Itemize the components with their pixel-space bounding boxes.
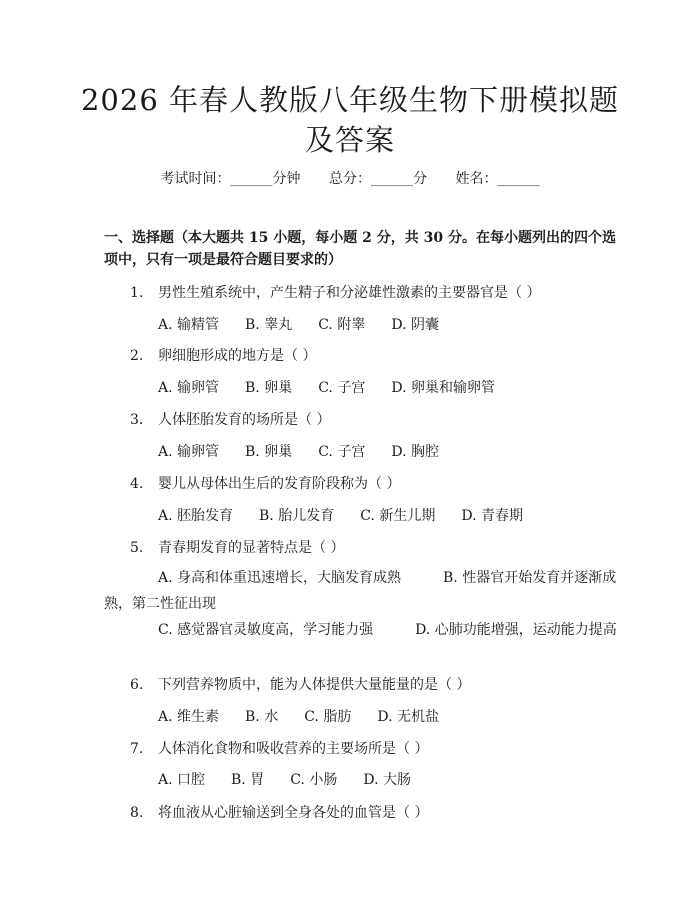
option: A. 胚胎发育 — [158, 508, 234, 524]
option: C. 附睾 — [318, 317, 366, 333]
question-5-options-ab: A. 身高和体重迅速增长，大脑发育成熟 B. 性器官开始发育并逐渐成熟，第二性征出现 — [104, 570, 617, 612]
student-name-field: 姓名：______ — [455, 171, 540, 187]
question-1-options — [158, 314, 465, 334]
option: D. 阴囊 — [391, 317, 439, 333]
question-number: 7. — [130, 741, 144, 757]
option: B. 胎儿发育 — [259, 508, 335, 524]
question-4 — [130, 473, 400, 493]
option: C. 子宫 — [318, 444, 366, 460]
question-number: 3. — [130, 412, 144, 428]
question-5 — [130, 537, 344, 557]
question-text: 将血液从心脏输送到全身各处的血管是（ ） — [158, 805, 429, 821]
question-number: 1. — [130, 285, 144, 301]
option: A. 维生素 — [158, 709, 220, 725]
question-text: 人体消化食物和吸收营养的主要场所是（ ） — [158, 741, 429, 757]
total-score-field: 总分：______分 — [329, 171, 427, 187]
option: D. 无机盐 — [377, 709, 439, 725]
question-number: 4. — [130, 476, 144, 492]
question-text: 婴儿从母体出生后的发育阶段称为（ ） — [158, 476, 401, 492]
option: A. 输卵管 — [158, 380, 220, 396]
question-7-options — [158, 769, 437, 789]
option: C. 子宫 — [318, 380, 366, 396]
question-text: 下列营养物质中，能为人体提供大量能量的是（ ） — [158, 677, 471, 693]
option: C. 脂肪 — [304, 709, 352, 725]
option: A. 口腔 — [158, 772, 206, 788]
question-number: 2. — [130, 348, 144, 364]
question-3 — [130, 409, 330, 429]
question-1 — [130, 282, 540, 302]
option: D. 卵巢和输卵管 — [391, 380, 495, 396]
question-text: 人体胚胎发育的场所是（ ） — [158, 412, 331, 428]
option: D. 大肠 — [363, 772, 411, 788]
exam-info — [0, 168, 700, 188]
question-text: 男性生殖系统中，产生精子和分泌雄性激素的主要器官是（ ） — [158, 285, 541, 301]
option: A. 输精管 — [158, 317, 220, 333]
option: C. 小肠 — [290, 772, 338, 788]
option: B. 卵巢 — [245, 444, 293, 460]
document-title: 2026 年春人教版八年级生物下册模拟题及答案 — [80, 83, 620, 157]
question-text: 卵细胞形成的地方是（ ） — [158, 348, 317, 364]
exam-time-field: 考试时间：______分钟 — [160, 171, 301, 187]
option: C. 新生儿期 — [360, 508, 436, 524]
option: B. 胃 — [231, 772, 265, 788]
section-heading: 一、选择题（本大题共 15 小题，每小题 2 分，共 30 分。在每小题列出的四个选项中，只有一项是最符合题目要求的） — [104, 230, 616, 268]
question-2-options — [158, 377, 521, 397]
option: D. 胸腔 — [391, 444, 439, 460]
question-7 — [130, 738, 428, 758]
question-number: 5. — [130, 540, 144, 556]
question-6-options — [158, 706, 465, 726]
question-3-options — [158, 441, 465, 461]
option: B. 卵巢 — [245, 380, 293, 396]
question-text: 青春期发育的显著特点是（ ） — [158, 540, 345, 556]
option: B. 水 — [245, 709, 279, 725]
option: A. 输卵管 — [158, 444, 220, 460]
question-5-options-cd: C. 感觉器官灵敏度高，学习能力强 D. 心肺功能增强，运动能力提高 — [158, 622, 617, 638]
question-6 — [130, 674, 470, 694]
question-2 — [130, 345, 316, 365]
question-8 — [130, 802, 428, 822]
option: D. 青春期 — [461, 508, 523, 524]
question-number: 8. — [130, 805, 144, 821]
option: B. 睾丸 — [245, 317, 293, 333]
question-4-options — [158, 505, 549, 525]
question-number: 6. — [130, 677, 144, 693]
